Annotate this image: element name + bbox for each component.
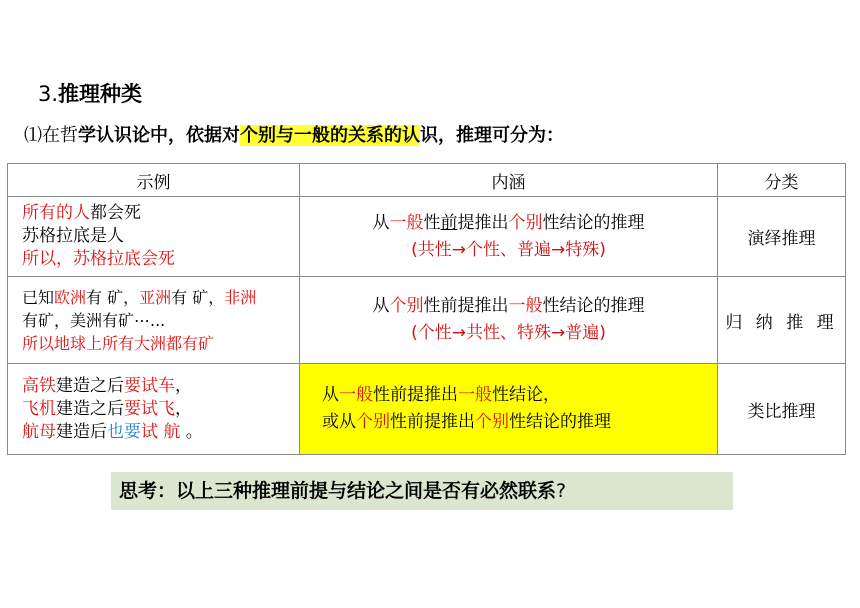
text-line [22, 225, 299, 248]
table-row [8, 277, 846, 364]
intro-pre-bold: 学认识论中，依据对 [78, 125, 240, 146]
plain-text: 性结论的推理 [542, 212, 645, 233]
reasoning-table [7, 163, 846, 455]
emphasis-text: 一般 [389, 212, 424, 233]
text-line [22, 202, 299, 225]
plain-text: 性结论的推理 [509, 412, 611, 432]
emphasis-text: 要试车 [124, 375, 175, 396]
plain-text: ， [175, 375, 192, 396]
section-title: 推理种类 [58, 82, 143, 106]
plain-text: 性前提推出 [390, 412, 475, 432]
section-heading [38, 78, 142, 108]
emphasis-text: 亚洲 [139, 287, 172, 307]
emphasis-text: 所以地球上所有大洲都有矿 [22, 333, 215, 353]
text-line [322, 409, 717, 436]
intro-line [24, 121, 564, 147]
plain-text: 或从 [322, 412, 356, 432]
table-row [8, 364, 846, 455]
example-cell [8, 364, 300, 455]
plain-text: 。 [180, 421, 203, 442]
intro-post: 识，推理可分为： [420, 125, 564, 146]
plain-text: ， [175, 398, 192, 419]
plain-text: 建造之后 [56, 375, 124, 396]
emphasis-text: 高铁 [22, 375, 56, 396]
emphasis-text: 飞机 [22, 398, 56, 419]
meaning-cell-highlighted [300, 364, 718, 455]
emphasis-text: 欧洲 [54, 287, 87, 307]
emphasis-text: 要试飞 [124, 398, 175, 419]
emphasis-text: 一般 [339, 385, 373, 405]
think-question-box [111, 472, 733, 510]
emphasis-text: 一般 [508, 296, 543, 316]
example-cell [8, 277, 300, 364]
plain-text: 都会死 [90, 203, 141, 223]
table-header-row [8, 164, 846, 197]
header-category: 分类 [718, 164, 846, 197]
emphasis-text: 所有的人 [22, 203, 90, 223]
plain-text: 提推出 [457, 212, 509, 233]
plain-text: 性前提推出 [373, 385, 458, 405]
intro-marker: ⑴ [24, 125, 42, 146]
intro-highlight: 个别与一般的关系的认 [240, 125, 420, 146]
plain-text: 性 [423, 212, 441, 233]
emphasis-text: 航母 [22, 421, 56, 442]
think-text: 思考：以上三种推理前提与结论之间是否有必然联系 [119, 480, 557, 502]
plain-text: 苏格拉底是人 [22, 226, 124, 246]
plain-text: 有 矿， [86, 287, 140, 307]
section-number: 3. [38, 82, 59, 106]
blue-emphasis-text: 也要 [107, 421, 141, 442]
emphasis-text: 所以，苏格拉底会死 [22, 249, 175, 269]
intro-pre: 在哲 [42, 125, 78, 146]
text-line [22, 332, 299, 355]
emphasis-text: 个别 [475, 412, 509, 432]
emphasis-text: 个别 [356, 412, 390, 432]
emphasis-text: 非洲 [224, 287, 257, 307]
emphasis-text: 个别 [389, 296, 424, 316]
meaning-cell [300, 197, 718, 277]
text-line [22, 286, 299, 309]
plain-text: 建造之后 [56, 398, 124, 419]
header-meaning: 内涵 [300, 164, 718, 197]
plain-text: 从 [372, 296, 390, 316]
header-example: 示例 [8, 164, 300, 197]
plain-text: 已知 [22, 287, 55, 307]
meaning-cell [300, 277, 718, 364]
meaning-text [300, 210, 717, 237]
text-line [22, 309, 299, 332]
category-cell: 类比推理 [718, 364, 846, 455]
category-cell: 归 纳 推 理 [718, 277, 846, 364]
text-line [22, 398, 299, 421]
category-cell: 演绎推理 [718, 197, 846, 277]
plain-text: 前 [440, 212, 458, 233]
think-question-mark: ? [556, 480, 567, 502]
plain-text: 性结论， [492, 385, 560, 405]
meaning-paren: (个性→共性、特殊→普遍) [411, 323, 606, 343]
plain-text: 性前提推出 [423, 296, 509, 316]
text-line [22, 375, 299, 398]
text-line [22, 248, 299, 271]
emphasis-text: 个别 [508, 212, 543, 233]
emphasis-text: 试 航 [141, 421, 181, 442]
meaning-paren: (共性→个性、普遍→特殊) [411, 239, 606, 260]
plain-text: 建造后 [56, 421, 107, 442]
plain-text: 从 [322, 385, 339, 405]
plain-text: 有矿，美洲有矿⋯... [22, 310, 166, 330]
emphasis-text: 一般 [458, 385, 492, 405]
text-line [22, 421, 299, 444]
example-cell [8, 197, 300, 277]
meaning-text [300, 293, 717, 320]
table-row [8, 197, 846, 277]
text-line [322, 382, 717, 409]
plain-text: 性结论的推理 [542, 296, 645, 316]
plain-text: 有 矿， [171, 287, 225, 307]
plain-text: 从 [372, 212, 390, 233]
